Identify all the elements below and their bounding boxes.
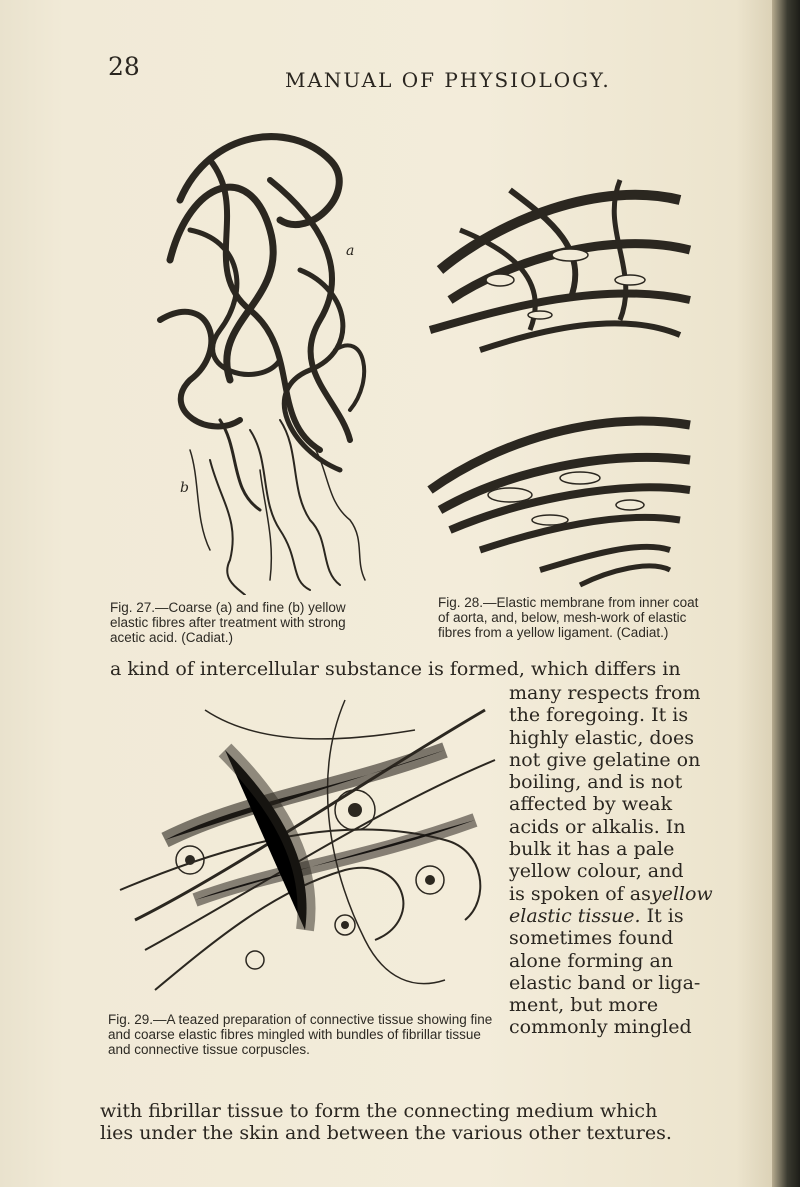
- body-column-text: many respects from the foregoing. It is highly elastic, does not give gelatine on boiling, and is not affected by weak acids or alkalis. In bulk it has a pale yellow colour, and is spoken of asyellow elastic tissue. It is sometimes found alone forming an elastic band or liga- ment, but more commonly mingled: [509, 682, 713, 1039]
- figure-28-elastic-membrane: [420, 160, 700, 590]
- body-line-last-2: lies under the skin and between the various other textures.: [100, 1122, 672, 1144]
- running-head: MANUAL OF PHYSIOLOGY.: [285, 68, 611, 92]
- figure-27-label-b: b: [180, 480, 189, 496]
- figure-27-elastic-fibres: [150, 120, 380, 595]
- figure-29-connective-tissue: [115, 690, 500, 1010]
- figure-27-caption: Fig. 27.—Coarse (a) and fine (b) yellow elastic fibres after treatment with strong acetic acid. (Cadiat.): [110, 600, 346, 645]
- figure-28-caption: Fig. 28.—Elastic membrane from inner coat of aorta, and, below, mesh-work of elastic fibres from a yellow ligament. (Cadiat.): [438, 595, 699, 640]
- figure-27-label-a: a: [346, 243, 355, 259]
- figure-29-caption: Fig. 29.—A teazed preparation of connective tissue showing fine and coarse elastic fibres mingled with bundles of fibrillar tissue and connective tissue corpuscles.: [108, 1012, 493, 1057]
- book-spine-edge: [772, 0, 800, 1187]
- body-line-1: a kind of intercellular substance is formed, which differs in: [110, 658, 681, 680]
- page-number: 28: [108, 52, 140, 81]
- body-line-last-1: with fibrillar tissue to form the connecting medium which: [100, 1100, 658, 1122]
